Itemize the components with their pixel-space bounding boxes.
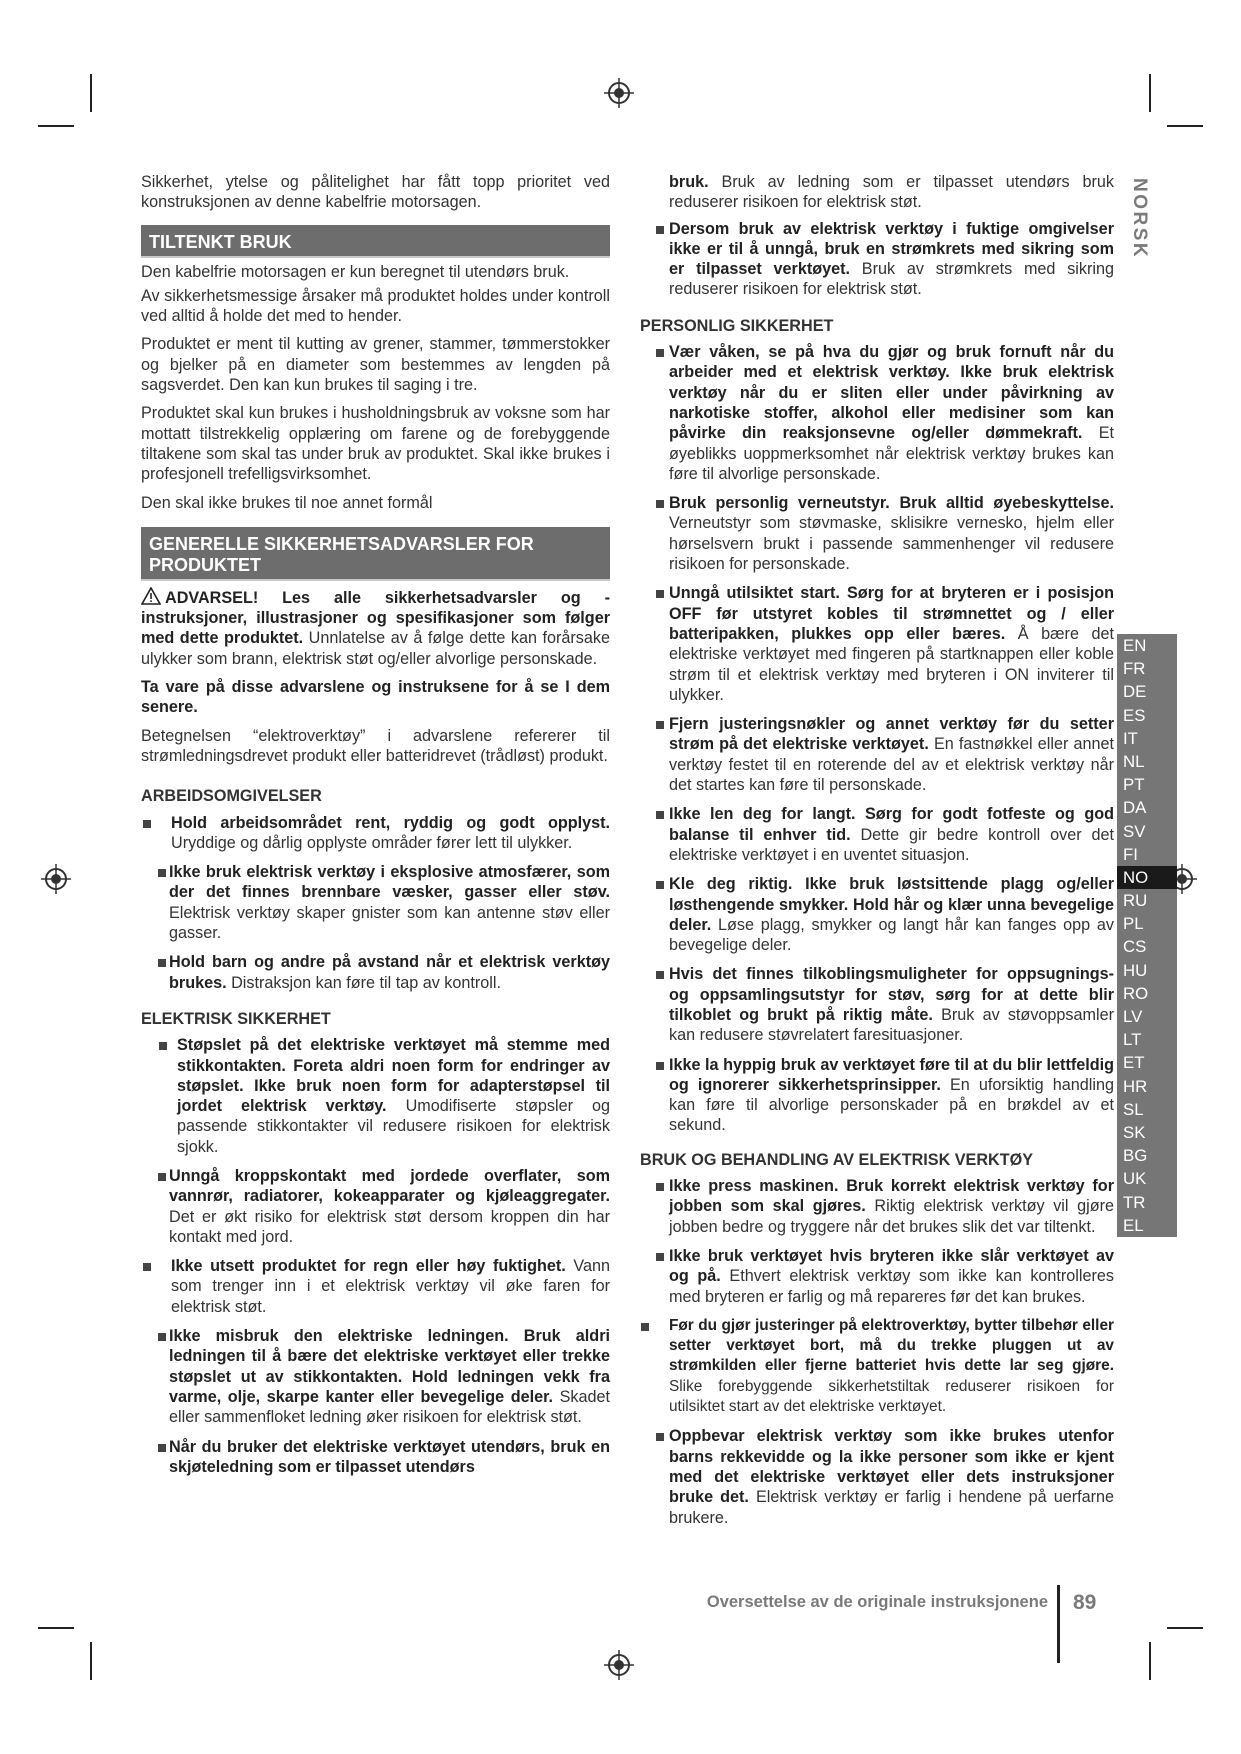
page-number: 89 [1073, 1591, 1097, 1614]
paragraph: Produktet er ment til kutting av grener, stammer, tømmerstokker og bjelker på en diameter som bestemmes av lengden på sagsverdet. Den kan kun brukes til saging i tre. [141, 335, 610, 395]
language-tab-sl[interactable]: SL [1117, 1098, 1177, 1121]
term-paragraph: Betegnelsen “elektroverktøy” i advarslene refererer til strømledningsdrevet produkt eller batteridrevet (trådløst) produkt. [141, 726, 610, 765]
bullet-square-icon [143, 820, 151, 828]
footer-divider [1057, 1585, 1060, 1663]
bullet-square-icon [158, 1444, 166, 1452]
crop-mark [1167, 125, 1203, 127]
crop-mark [38, 1627, 74, 1629]
language-tab-de[interactable]: DE [1117, 680, 1177, 703]
language-side-label-text: NORSK [1129, 178, 1150, 260]
list-item: Fjern justeringsnøkler og annet verktøy før du setter strøm på det elektriske verktøyet. En fastnøkkel eller annet verktøy festet til en roterende del av et elektrisk verktøy når det startes kan føre til personskade. [640, 714, 1114, 795]
section-header-intended-use: TILTENKT BRUK [141, 225, 610, 258]
language-tab-da[interactable]: DA [1117, 796, 1177, 819]
list-item: Før du gjør justeringer på elektroverktøy, bytter tilbehør eller setter verktøyet bort, må du trekke pluggen ut av strømkilden eller fjerne batteriet hvis dette lar seg gjøre. Slike forebyggende sikkerhetstiltak reduserer risikoen for utilsiktet start av det elektriske verktøyet. [640, 1316, 1114, 1417]
bullet-square-icon [656, 1062, 664, 1070]
footer-text: Oversettelse av de originale instruksjonene [706, 1593, 1048, 1611]
language-tab-list [1117, 634, 1177, 1237]
list-item: Bruk personlig verneutstyr. Bruk alltid øyebeskyttelse. Verneutstyr som støvmaske, sklisikre vernesko, hjelm eller hørselsvern brukt i passende sammenhenger vil redusere risikoen for personskade. [640, 493, 1114, 574]
registration-mark-icon [604, 1650, 634, 1680]
left-column [141, 172, 610, 1486]
list-item: Ikke len deg for langt. Sørg for godt fotfeste og god balanse til enhver tid. Dette gir bedre kontroll over det elektriske verktøyet i en uventet situasjon. [640, 804, 1114, 865]
language-tab-en[interactable]: EN [1117, 634, 1177, 657]
list-item: Oppbevar elektrisk verktøy som ikke brukes utenfor barns rekkevidde og la ikke personer som ikke er kjent med det elektriske verktøyet eller dets instruksjoner bruke det. Elektrisk verktøy er farlig i hendene på uerfarne brukere. [640, 1426, 1114, 1527]
list-item: Ikke la hyppig bruk av verktøyet føre til at du blir lettfeldig og ignorerer sikkerhetsprinsipper. En uforsiktig handling kan føre til alvorlige personskader på en brøkdel av et sekund. [640, 1055, 1114, 1136]
bullet-square-icon [158, 1333, 166, 1341]
language-tab-uk[interactable]: UK [1117, 1167, 1177, 1190]
language-tab-no[interactable]: NO [1117, 866, 1177, 889]
subheading-work-area: ARBEIDSOMGIVELSER [141, 787, 322, 806]
crop-mark [38, 125, 74, 127]
warning-triangle-icon [141, 587, 161, 605]
bullet-square-icon [656, 971, 664, 979]
language-tab-et[interactable]: ET [1117, 1051, 1177, 1074]
bullet-square-icon [656, 1183, 664, 1191]
language-tab-nl[interactable]: NL [1117, 750, 1177, 773]
take-care-paragraph: Ta vare på disse advarslene og instruksene for å se I dem senere. [141, 678, 610, 717]
subheading-electrical-safety: ELEKTRISK SIKKERHET [141, 1009, 331, 1028]
language-side-label [1129, 178, 1151, 268]
paragraph: Av sikkerhetsmessige årsaker må produktet holdes under kontroll ved alltid å holde det med to hender. [141, 286, 610, 326]
subheading-tool-use-care: BRUK OG BEHANDLING AV ELEKTRISK VERKTØY [640, 1150, 1034, 1169]
warning-bold: ADVARSEL! Les alle sikkerhetsadvarsler og -instruksjoner, illustrasjoner og spesifikasjoner som følger med dette produktet. [141, 588, 610, 648]
language-tab-pt[interactable]: PT [1117, 773, 1177, 796]
intro-paragraph: Sikkerhet, ytelse og pålitelighet har fått topp prioritet ved konstruksjonen av denne kabelfrie motorsagen. [141, 173, 610, 212]
language-tab-cs[interactable]: CS [1117, 935, 1177, 958]
crop-mark [1149, 74, 1151, 112]
list-item: Ikke utsett produktet for regn eller høy fuktighet. Vann som trenger inn i et elektrisk verktøy vil øke faren for elektrisk støt. [141, 1256, 610, 1317]
bullet-square-icon [143, 1263, 151, 1271]
bullet-square-icon [656, 349, 664, 357]
bullet-square-icon [656, 1433, 664, 1441]
language-tab-tr[interactable]: TR [1117, 1191, 1177, 1214]
language-tab-sk[interactable]: SK [1117, 1121, 1177, 1144]
bullet-square-icon [656, 721, 664, 729]
bullet-square-icon [656, 590, 664, 598]
bullet-square-icon [159, 1042, 167, 1050]
bullet-square-icon [656, 226, 664, 234]
list-item: Ikke press maskinen. Bruk korrekt elektrisk verktøy for jobben som skal gjøres. Riktig elektrisk verktøy vil gjøre jobben bedre og tryggere når det brukes slik det var tiltenkt. [640, 1176, 1114, 1237]
list-item: Ikke misbruk den elektriske ledningen. Bruk aldri ledningen til å bære det elektriske verktøyet eller trekke støpslet ut av stikkontakten. Hold ledningen vekk fra varme, olje, skarpe kanter eller bevegelige deler. Skadet eller sammenfloket ledning øker risikoen for elektrisk støt. [141, 1326, 610, 1427]
list-item: Kle deg riktig. Ikke bruk løstsittende plagg og/eller løsthengende smykker. Hold hår og klær unna bevegelige deler. Løse plagg, smykker og langt hår kan fanges opp av bevegelige deler. [640, 874, 1114, 955]
crop-mark [1149, 1642, 1151, 1680]
bullet-square-icon [158, 959, 166, 967]
bullet-square-icon [158, 869, 166, 877]
bullet-square-icon [641, 1323, 649, 1331]
crop-mark [1167, 1627, 1203, 1629]
list-item: Unngå kroppskontakt med jordede overflater, som vannrør, radiatorer, kokeapparater og kjøleaggregater. Det er økt risiko for elektrisk støt dersom kroppen din har kontakt med jord. [141, 1166, 610, 1247]
list-item-continued: bruk. Bruk av ledning som er tilpasset utendørs bruk reduserer risikoen for elektrisk støt. [669, 173, 1114, 212]
bullet-square-icon [158, 1173, 166, 1181]
language-tab-fr[interactable]: FR [1117, 657, 1177, 680]
crop-mark [90, 74, 92, 112]
language-tab-ru[interactable]: RU [1117, 889, 1177, 912]
list-item: Unngå utilsiktet start. Sørg for at bryteren er i posisjon OFF før utstyret kobles til strømnettet og / eller batteripakken, plukkes opp eller bæres. Å bære det elektriske verktøyet med fingeren på startknappen eller koble strøm til et elektrisk verktøy med bryteren i ON inviterer til ulykker. [640, 583, 1114, 705]
list-item: Hvis det finnes tilkoblingsmuligheter for oppsugnings- og oppsamlingsutstyr for støv, sørg for at dette blir tilkoblet og brukt på riktig måte. Bruk av støvoppsamler kan redusere støvrelatert faresituasjoner. [640, 964, 1114, 1045]
list-item: Vær våken, se på hva du gjør og bruk fornuft når du arbeider med et elektrisk verktøy. Ikke bruk elektrisk verktøy når du er sliten eller under påvirkning av narkotiske stoffer, alkohol eller medisiner som kan påvirke din reaksjonsevne og/eller dømmekraft. Et øyeblikks uoppmerksomhet når elektrisk verktøy brukes kan føre til alvorlige personskade. [640, 342, 1114, 484]
warning-paragraph [141, 587, 610, 669]
list-item: Ikke bruk verktøyet hvis bryteren ikke slår verktøyet av og på. Ethvert elektrisk verktøy som ikke kan kontrolleres med bryteren er farlig og må repareres før det kan brukes. [640, 1246, 1114, 1307]
warning-text: Unnlatelse av å følge dette kan forårsake ulykker som brann, elektrisk støt og/eller alvorlige personskade. [141, 629, 610, 668]
language-tab-el[interactable]: EL [1117, 1214, 1177, 1237]
bullet-square-icon [656, 500, 664, 508]
bullet-square-icon [656, 1253, 664, 1261]
crop-mark [90, 1642, 92, 1680]
paragraph: Den skal ikke brukes til noe annet formål [141, 493, 433, 512]
bullet-square-icon [656, 811, 664, 819]
bullet-square-icon [656, 881, 664, 889]
list-item: Hold barn og andre på avstand når et elektrisk verktøy brukes. Distraksjon kan føre til tap av kontroll. [141, 952, 610, 993]
registration-mark-icon [604, 78, 634, 108]
registration-mark-icon [41, 864, 71, 894]
language-tab-es[interactable]: ES [1117, 704, 1177, 727]
subheading-personal-safety: PERSONLIG SIKKERHET [640, 316, 834, 335]
paragraph: Den kabelfrie motorsagen er kun beregnet til utendørs bruk. [141, 262, 570, 281]
list-item: Når du bruker det elektriske verktøyet utendørs, bruk en skjøteledning som er tilpasset utendørs [141, 1437, 610, 1478]
right-column [640, 172, 1114, 1537]
language-tab-hr[interactable]: HR [1117, 1075, 1177, 1098]
language-tab-ro[interactable]: RO [1117, 982, 1177, 1005]
list-item: Støpslet på det elektriske verktøyet må stemme med stikkontakten. Foreta aldri noen form for endringer av støpslet. Ikke bruk noen form for adapterstøpsel til jordet elektrisk verktøy. Umodifiserte støpsler og passende stikkontakter vil redusere risikoen for elektrisk sjokk. [141, 1035, 610, 1157]
language-tab-lv[interactable]: LV [1117, 1005, 1177, 1028]
language-tab-it[interactable]: IT [1117, 727, 1177, 750]
paragraph: Produktet skal kun brukes i husholdningsbruk av voksne som har mottatt tilstrekkelig opplæring om farene og de forebyggende tiltakene som skal tas under bruk av produktet. Skal ikke brukes i profesjonell trefelligsvirksomhet. [141, 404, 610, 484]
language-tab-hu[interactable]: HU [1117, 959, 1177, 982]
language-tab-fi[interactable]: FI [1117, 843, 1177, 866]
language-tab-pl[interactable]: PL [1117, 912, 1177, 935]
section-header-general-warnings: GENERELLE SIKKERHETSADVARSLER FOR PRODUKTET [141, 527, 610, 581]
language-tab-sv[interactable]: SV [1117, 820, 1177, 843]
language-tab-bg[interactable]: BG [1117, 1144, 1177, 1167]
list-item: Ikke bruk elektrisk verktøy i eksplosive atmosfærer, som der det finnes brennbare væsker, gasser eller støv. Elektrisk verktøy skaper gnister som kan antenne støv eller gasser. [141, 862, 610, 943]
list-item: Dersom bruk av elektrisk verktøy i fuktige omgivelser ikke er til å unngå, bruk en strømkrets med sikring som er tilpasset verktøyet. Bruk av strømkrets med sikring reduserer risikoen for elektrisk støt. [640, 219, 1114, 300]
language-tab-lt[interactable]: LT [1117, 1028, 1177, 1051]
list-item: Hold arbeidsområdet rent, ryddig og godt opplyst. Uryddige og dårlig opplyste områder fører lett til ulykker. [141, 813, 610, 854]
